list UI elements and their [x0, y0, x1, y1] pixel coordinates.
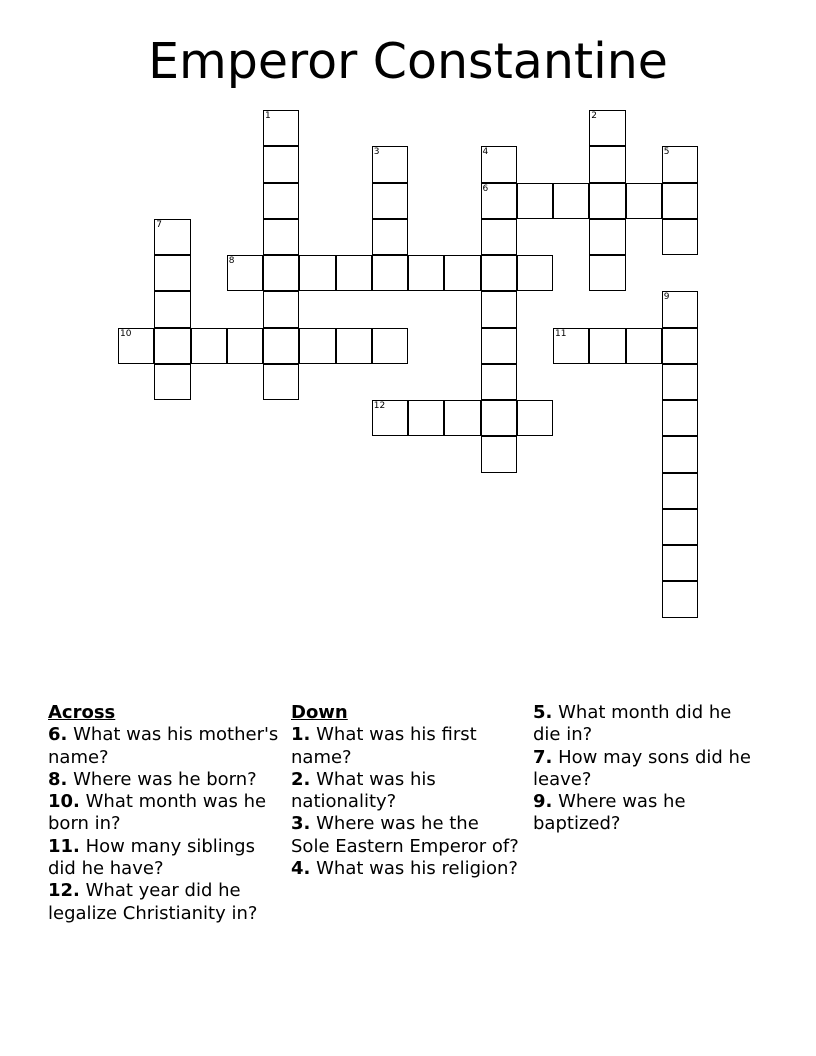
down-clue — [291, 813, 521, 858]
grid-cell[interactable] — [626, 328, 662, 364]
clue-number-label: 12. — [48, 880, 80, 902]
grid-cell[interactable] — [517, 255, 553, 291]
clue-text: How many siblings did he have? — [48, 835, 255, 880]
grid-cell[interactable] — [372, 183, 408, 219]
grid-cell[interactable] — [154, 364, 190, 400]
down-heading: Down — [291, 702, 348, 723]
grid-cell[interactable] — [154, 219, 190, 255]
grid-cell[interactable] — [263, 255, 299, 291]
clue-text: What was his nationality? — [291, 768, 436, 813]
clue-text: What was his religion? — [316, 858, 518, 880]
grid-cell[interactable] — [553, 183, 589, 219]
clue-text: What month was he born in? — [48, 791, 267, 835]
grid-cell[interactable] — [662, 581, 698, 617]
grid-cell[interactable] — [481, 255, 517, 291]
clue-number-label: 3. — [291, 813, 311, 835]
clues-column-1 — [48, 702, 288, 925]
clue-text: Where was he the Sole Eastern Emperor of? — [291, 813, 519, 857]
grid-cell[interactable] — [263, 219, 299, 255]
grid-cell[interactable] — [481, 146, 517, 182]
grid-cell[interactable] — [481, 183, 517, 219]
clues-column-2 — [291, 702, 521, 880]
grid-cell[interactable] — [662, 509, 698, 545]
clue-number-label: 6. — [48, 724, 68, 746]
across-clue-list — [48, 724, 288, 925]
across-heading: Across — [48, 702, 116, 723]
down-clue-list — [291, 724, 521, 880]
grid-cell[interactable] — [481, 219, 517, 255]
grid-cell[interactable] — [481, 400, 517, 436]
clue-number-label: 2. — [291, 768, 311, 790]
grid-cell[interactable] — [662, 436, 698, 472]
grid-cell[interactable] — [481, 364, 517, 400]
clue-number: 7 — [156, 219, 162, 230]
grid-cell[interactable] — [372, 146, 408, 182]
grid-cell[interactable] — [372, 255, 408, 291]
clue-number-label: 10. — [48, 791, 80, 813]
down-clue-list-continued — [533, 702, 763, 836]
clue-number: 12 — [373, 401, 386, 411]
clue-text: Where was he born? — [73, 768, 257, 790]
across-clue — [48, 880, 288, 925]
down-clue — [291, 769, 521, 814]
clue-number: 4 — [482, 147, 489, 158]
across-clue — [48, 724, 288, 769]
clue-number-label: 8. — [48, 768, 68, 790]
grid-cell[interactable] — [589, 183, 625, 219]
grid-cell[interactable] — [299, 328, 335, 364]
down-clue — [291, 724, 521, 769]
grid-cell[interactable] — [263, 183, 299, 219]
grid-cell[interactable] — [662, 146, 698, 182]
clue-number: 1 — [265, 111, 271, 121]
clue-number: 6 — [482, 183, 489, 194]
grid-cell[interactable] — [662, 183, 698, 219]
grid-cell[interactable] — [626, 183, 662, 219]
down-clue — [291, 858, 521, 880]
grid-cell[interactable] — [408, 255, 444, 291]
clue-number-label: 1. — [291, 724, 311, 746]
puzzle-title: Emperor Constantine — [148, 33, 668, 90]
clue-number-label: 9. — [533, 791, 553, 813]
grid-cell[interactable] — [191, 328, 227, 364]
grid-cell[interactable] — [444, 400, 480, 436]
clue-text: What year did he legalize Christianity in? — [48, 880, 258, 924]
grid-cell[interactable] — [372, 219, 408, 255]
down-clue — [533, 747, 763, 792]
grid-cell[interactable] — [662, 400, 698, 436]
grid-cell[interactable] — [154, 328, 190, 364]
grid-cell[interactable] — [481, 436, 517, 472]
grid-cell[interactable] — [662, 473, 698, 509]
grid-cell[interactable] — [662, 291, 698, 327]
clue-number-label: 4. — [291, 858, 311, 880]
across-clue — [48, 836, 288, 881]
clue-text: What month did he die in? — [533, 702, 732, 746]
clue-number: 5 — [663, 147, 670, 158]
clues-column-3 — [533, 702, 763, 836]
across-clue — [48, 791, 288, 836]
grid-cell[interactable] — [263, 291, 299, 327]
grid-cell[interactable] — [227, 328, 263, 364]
clue-number-label: 7. — [533, 746, 553, 768]
clue-text: What was his mother's name? — [48, 724, 279, 768]
down-clue — [533, 791, 763, 836]
grid-cell[interactable] — [372, 400, 408, 436]
grid-cell[interactable] — [662, 219, 698, 255]
clue-text: Where was he baptized? — [533, 791, 686, 835]
grid-cell[interactable] — [263, 146, 299, 182]
grid-cell[interactable] — [589, 255, 625, 291]
clue-number-label: 11. — [48, 835, 80, 857]
grid-cell[interactable] — [481, 328, 517, 364]
grid-cell[interactable] — [481, 291, 517, 327]
grid-cell[interactable] — [517, 400, 553, 436]
grid-cell[interactable] — [227, 255, 263, 291]
grid-cell[interactable] — [299, 255, 335, 291]
grid-cell[interactable] — [372, 328, 408, 364]
clue-number: 10 — [120, 328, 132, 339]
grid-cell[interactable] — [662, 328, 698, 364]
grid-cell[interactable] — [263, 110, 299, 146]
across-clue — [48, 769, 288, 791]
grid-cell[interactable] — [589, 328, 625, 364]
grid-cell[interactable] — [336, 328, 372, 364]
clue-number-label: 5. — [533, 702, 553, 723]
grid-cell[interactable] — [154, 291, 190, 327]
grid-cell[interactable] — [154, 255, 190, 291]
grid-cell[interactable] — [263, 364, 299, 400]
grid-cell[interactable] — [553, 328, 589, 364]
clue-number: 11 — [555, 328, 567, 339]
grid-cell[interactable] — [408, 400, 444, 436]
clue-number: 2 — [591, 111, 597, 121]
grid-cell[interactable] — [263, 328, 299, 364]
clue-text: How may sons did he leave? — [533, 746, 751, 790]
grid-cell[interactable] — [662, 545, 698, 581]
grid-cell[interactable] — [589, 219, 625, 255]
down-clue — [533, 702, 763, 747]
clue-text: What was his first name? — [291, 724, 477, 768]
grid-cell[interactable] — [589, 110, 625, 146]
clue-number: 8 — [228, 256, 235, 266]
grid-cell[interactable] — [118, 328, 154, 364]
clue-number: 9 — [663, 292, 670, 303]
grid-cell[interactable] — [444, 255, 480, 291]
grid-cell[interactable] — [662, 364, 698, 400]
grid-cell[interactable] — [517, 183, 553, 219]
grid-cell[interactable] — [336, 255, 372, 291]
clue-number: 3 — [373, 147, 380, 158]
grid-cell[interactable] — [589, 146, 625, 182]
